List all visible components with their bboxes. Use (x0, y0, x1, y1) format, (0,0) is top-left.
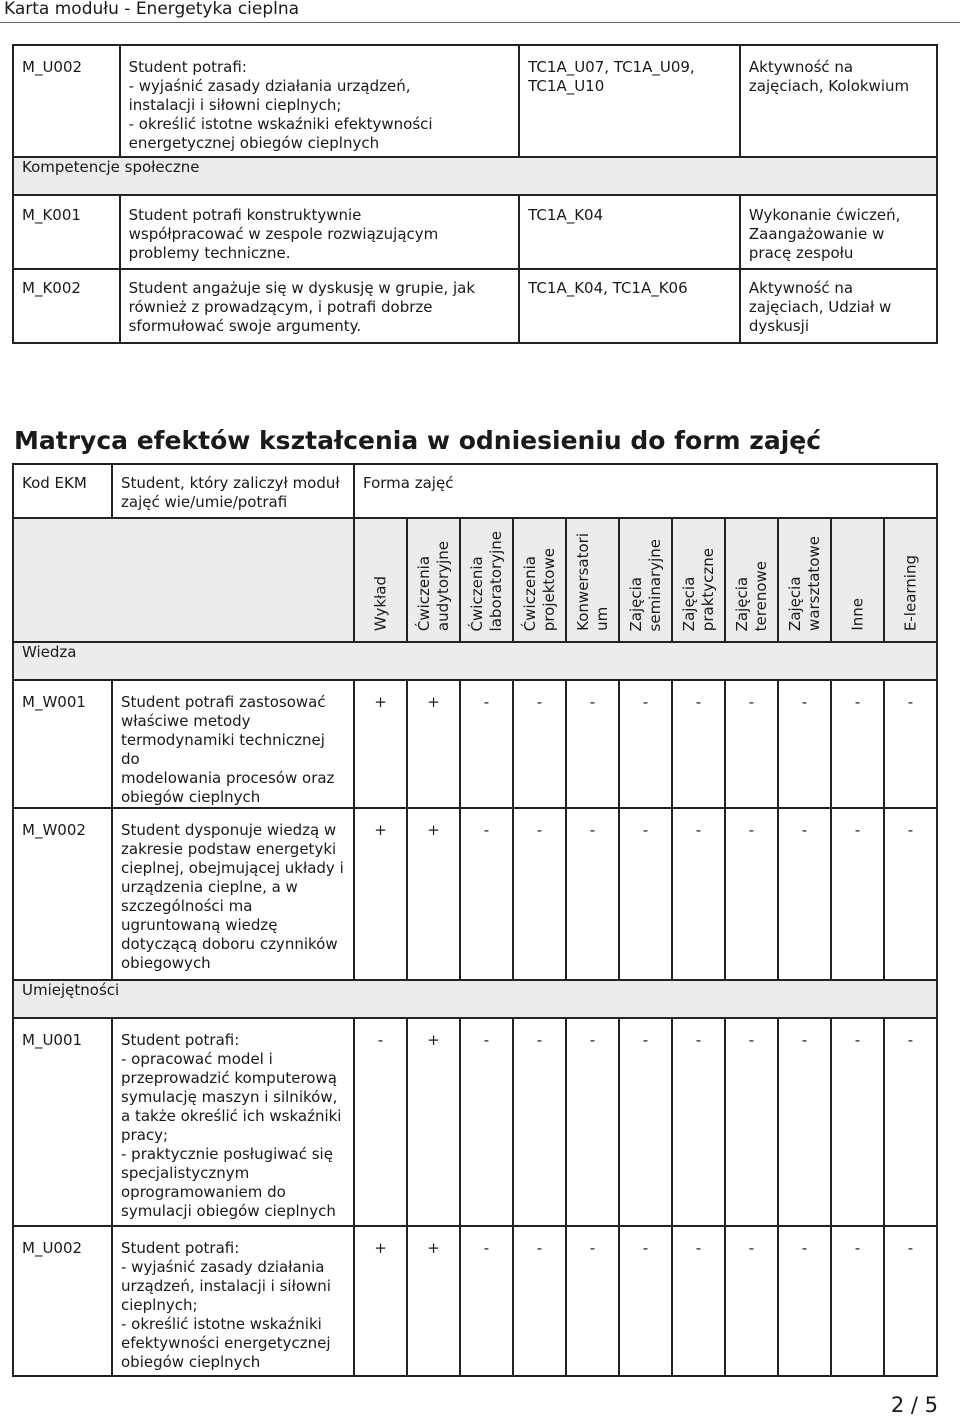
form-header-lecture (354, 518, 407, 642)
page-number: 2 / 5 (890, 1393, 938, 1417)
outcome-description: Student potrafi zastosować właściwe metody termodynamiki technicznej do modelowania procesów oraz obiegów cieplnych (112, 680, 354, 808)
matrix-title: Matryca efektów kształcenia w odniesieniu do form zajęć (14, 426, 822, 455)
section-title: Umiejętności (13, 980, 937, 1018)
form-mark: - (566, 680, 619, 808)
table-row (13, 680, 937, 808)
table-row (13, 808, 937, 980)
column-header-code: Kod EKM (13, 464, 112, 518)
section-header-row (13, 157, 937, 195)
form-header-label: Zajęcia warsztatowe (785, 536, 823, 631)
form-header-label: E-learning (901, 554, 919, 631)
form-mark: - (672, 808, 725, 980)
table-row (13, 269, 937, 343)
form-mark: - (460, 1226, 513, 1376)
form-header-field (725, 518, 778, 642)
form-mark: - (619, 808, 672, 980)
form-mark: - (460, 1018, 513, 1226)
outcomes-table (12, 44, 938, 344)
form-mark: - (566, 1018, 619, 1226)
outcome-code: M_W001 (13, 680, 112, 808)
form-header-label: Zajęcia terenowe (732, 560, 770, 631)
form-mark: - (672, 1226, 725, 1376)
form-mark: - (619, 680, 672, 808)
table-row (13, 1018, 937, 1226)
form-header-label: Wykład (371, 575, 389, 631)
form-header-seminar (619, 518, 672, 642)
header-divider (0, 22, 960, 23)
outcome-references: TC1A_U07, TC1A_U09, TC1A_U10 (519, 45, 740, 157)
table-row (13, 45, 937, 157)
outcome-references: TC1A_K04 (519, 195, 740, 269)
form-mark: - (778, 680, 831, 808)
form-header-laboratory (460, 518, 513, 642)
table-row (13, 1226, 937, 1376)
column-header-forms: Forma zajęć (354, 464, 937, 518)
form-header-label: Ćwiczenia audytoryjne (414, 540, 452, 631)
column-header-student: Student, który zaliczył moduł zajęć wie/umie/potrafi (112, 464, 354, 518)
form-mark: - (513, 680, 566, 808)
matrix-forms-row (13, 518, 937, 642)
form-mark: - (884, 808, 937, 980)
outcome-description: Student potrafi: - wyjaśnić zasady działania urządzeń, instalacji i siłowni cieplnych; - określić istotne wskaźniki efektywności energetycznej obiegów cieplnych (120, 45, 520, 157)
form-header-label: Ćwiczenia laboratoryjne (467, 530, 505, 631)
form-header-elearning (884, 518, 937, 642)
outcome-description: Student angażuje się w dyskusję w grupie, jak również z prowadzącym, i potrafi dobrze sformułować swoje argumenty. (120, 269, 520, 343)
outcome-description: Student potrafi: - wyjaśnić zasady działania urządzeń, instalacji i siłowni cieplnych; - określić istotne wskaźniki efektywności energetycznej obiegów cieplnych (112, 1226, 354, 1376)
form-mark: - (778, 808, 831, 980)
form-header-label: Inne (848, 598, 866, 631)
outcome-verification-method: Wykonanie ćwiczeń, Zaangażowanie w pracę zespołu (740, 195, 937, 269)
form-header-other (831, 518, 884, 642)
form-mark: - (460, 808, 513, 980)
form-mark: - (725, 1226, 778, 1376)
outcome-references: TC1A_K04, TC1A_K06 (519, 269, 740, 343)
section-header-row (13, 642, 937, 680)
form-header-practical (672, 518, 725, 642)
outcome-code: M_W002 (13, 808, 112, 980)
form-header-workshop (778, 518, 831, 642)
form-mark: - (354, 1018, 407, 1226)
form-mark: - (831, 680, 884, 808)
table-row (13, 195, 937, 269)
form-mark: - (513, 1018, 566, 1226)
form-mark: - (672, 1018, 725, 1226)
section-title: Kompetencje społeczne (13, 157, 937, 195)
form-mark: - (884, 680, 937, 808)
form-mark: - (619, 1226, 672, 1376)
matrix-table (12, 463, 938, 1377)
outcome-code: M_U002 (13, 45, 120, 157)
form-mark: - (619, 1018, 672, 1226)
form-mark: - (884, 1226, 937, 1376)
form-mark: - (513, 1226, 566, 1376)
form-mark: - (884, 1018, 937, 1226)
outcome-verification-method: Aktywność na zajęciach, Kolokwium (740, 45, 937, 157)
section-header-row (13, 980, 937, 1018)
form-mark: + (407, 808, 460, 980)
form-mark: - (725, 680, 778, 808)
form-mark: + (354, 1226, 407, 1376)
form-mark: - (566, 1226, 619, 1376)
form-mark: - (778, 1018, 831, 1226)
form-mark: + (407, 1018, 460, 1226)
form-mark: - (672, 680, 725, 808)
outcome-code: M_K001 (13, 195, 120, 269)
form-header-conversation (566, 518, 619, 642)
outcome-code: M_U002 (13, 1226, 112, 1376)
form-mark: + (407, 1226, 460, 1376)
form-header-label: Konwersatori um (573, 533, 611, 631)
page-header-title: Karta modułu - Energetyka cieplna (4, 0, 300, 19)
form-mark: - (725, 1018, 778, 1226)
outcome-description: Student potrafi: - opracować model i przeprowadzić komputerową symulację maszyn i silników, a także określić ich wskaźniki pracy; - praktycznie posługiwać się specjalistycznym oprogramowaniem do symulacji obiegów cieplnych (112, 1018, 354, 1226)
form-header-auditory (407, 518, 460, 642)
form-mark: - (513, 808, 566, 980)
section-title: Wiedza (13, 642, 937, 680)
form-mark: - (566, 808, 619, 980)
outcome-code: M_K002 (13, 269, 120, 343)
form-mark: - (725, 808, 778, 980)
form-header-label: Zajęcia praktyczne (679, 547, 717, 631)
form-mark: - (460, 680, 513, 808)
matrix-header-row (13, 464, 937, 518)
form-header-label: Ćwiczenia projektowe (520, 547, 558, 631)
form-mark: + (354, 808, 407, 980)
form-mark: + (407, 680, 460, 808)
forms-row-blank (13, 518, 354, 642)
form-mark: - (831, 1018, 884, 1226)
form-mark: - (831, 808, 884, 980)
outcome-verification-method: Aktywność na zajęciach, Udział w dyskusji (740, 269, 937, 343)
form-header-label: Zajęcia seminaryjne (626, 538, 664, 631)
outcome-description: Student dysponuje wiedzą w zakresie podstaw energetyki cieplnej, obejmującej układy i urządzenia cieplne, a w szczególności ma ugruntowaną wiedzę dotyczącą doboru czynników obiegowych (112, 808, 354, 980)
outcome-description: Student potrafi konstruktywnie współpracować w zespole rozwiązującym problemy techniczne. (120, 195, 520, 269)
form-mark: - (778, 1226, 831, 1376)
form-mark: - (831, 1226, 884, 1376)
outcome-code: M_U001 (13, 1018, 112, 1226)
form-header-project (513, 518, 566, 642)
form-mark: + (354, 680, 407, 808)
